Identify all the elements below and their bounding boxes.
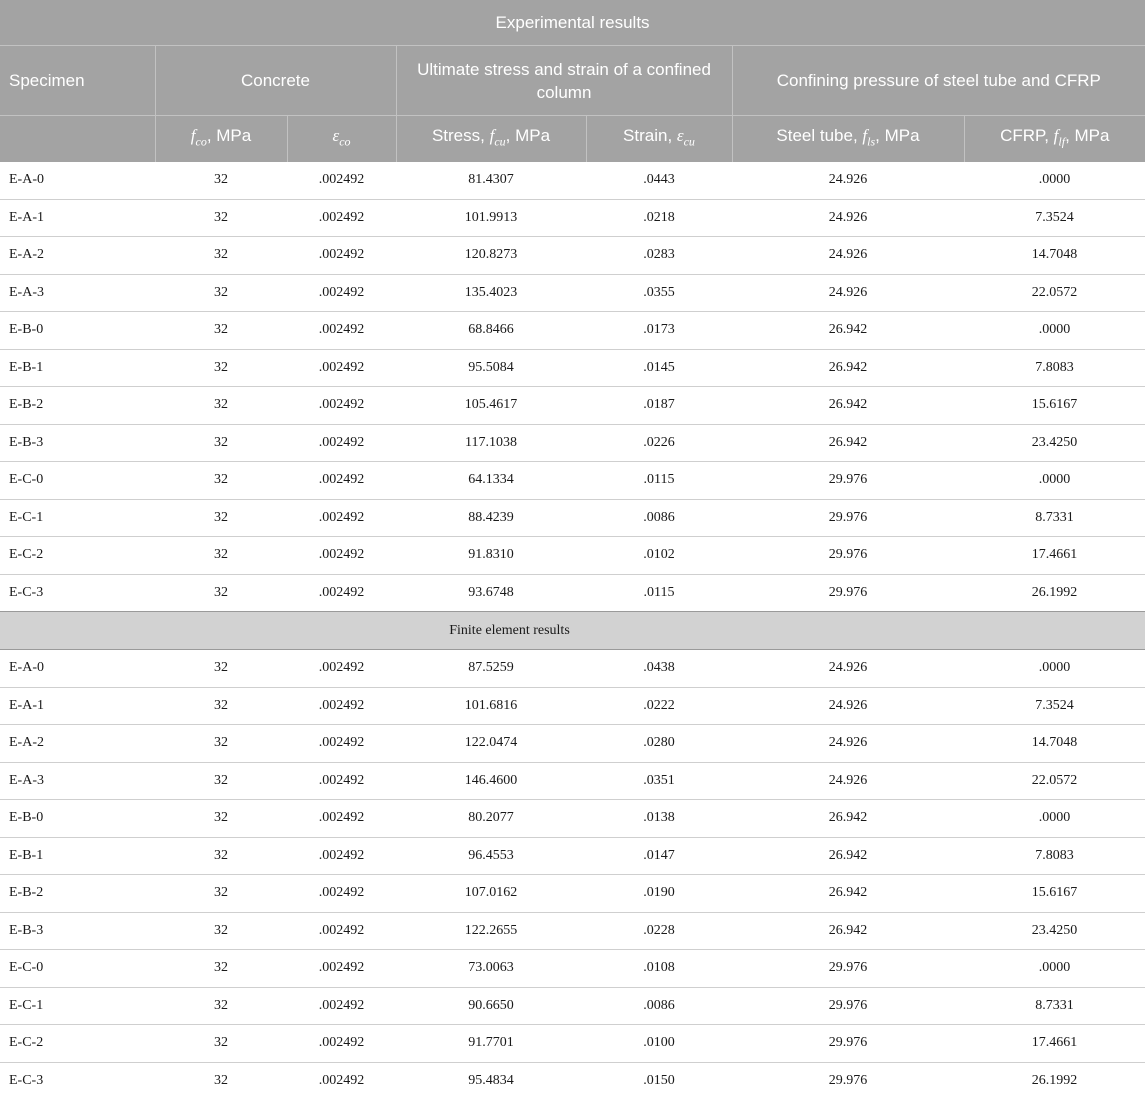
cfrp-cell: 26.1992 (964, 1062, 1145, 1099)
specimen-header: Specimen (0, 46, 155, 116)
table-row (0, 387, 1145, 425)
specimen-cell: E-C-2 (0, 537, 155, 575)
eco-cell: .002492 (287, 574, 396, 612)
fco-cell: 32 (155, 837, 287, 875)
strain-cell: .0228 (586, 912, 732, 950)
eco-cell: .002492 (287, 237, 396, 275)
eco-cell: .002492 (287, 687, 396, 725)
experimental-results-title: Experimental results (0, 0, 1145, 46)
specimen-cell: E-C-3 (0, 574, 155, 612)
steel-tube-cell: 29.976 (732, 574, 964, 612)
steel-tube-fls-header: Steel tube, $f_{ls}$, MPa (732, 116, 964, 163)
cfrp-cell: 7.8083 (964, 837, 1145, 875)
table-row (0, 912, 1145, 950)
fe-results-title: Finite element results (287, 612, 732, 650)
fco-cell: 32 (155, 762, 287, 800)
table-row (0, 349, 1145, 387)
cfrp-cell: 22.0572 (964, 274, 1145, 312)
cfrp-cell: .0000 (964, 312, 1145, 350)
table-header (0, 0, 1145, 162)
steel-tube-cell: 24.926 (732, 199, 964, 237)
strain-cell: .0173 (586, 312, 732, 350)
cfrp-cell: .0000 (964, 650, 1145, 688)
cfrp-cell: 7.3524 (964, 687, 1145, 725)
stress-cell: 96.4553 (396, 837, 586, 875)
stress-cell: 95.4834 (396, 1062, 586, 1099)
cfrp-flf-header: CFRP, $f_{lf}$, MPa (964, 116, 1145, 163)
stress-cell: 90.6650 (396, 987, 586, 1025)
steel-tube-cell: 29.976 (732, 1062, 964, 1099)
fco-cell: 32 (155, 1025, 287, 1063)
steel-tube-cell: 24.926 (732, 725, 964, 763)
eco-cell: .002492 (287, 837, 396, 875)
steel-tube-cell: 26.942 (732, 387, 964, 425)
strain-cell: .0086 (586, 499, 732, 537)
stress-cell: 80.2077 (396, 800, 586, 838)
fco-cell: 32 (155, 687, 287, 725)
eco-cell: .002492 (287, 537, 396, 575)
fco-cell: 32 (155, 462, 287, 500)
fco-cell: 32 (155, 875, 287, 913)
cfrp-cell: 8.7331 (964, 499, 1145, 537)
table-row (0, 875, 1145, 913)
specimen-cell: E-B-2 (0, 387, 155, 425)
steel-tube-cell: 24.926 (732, 650, 964, 688)
strain-cell: .0218 (586, 199, 732, 237)
fco-header: $f_{co}$, MPa (155, 116, 287, 163)
stress-fcu-header: Stress, $f_{cu}$, MPa (396, 116, 586, 163)
eco-cell: .002492 (287, 987, 396, 1025)
stress-cell: 135.4023 (396, 274, 586, 312)
table-body (0, 162, 1145, 1099)
fco-cell: 32 (155, 237, 287, 275)
table-row (0, 725, 1145, 763)
steel-tube-cell: 29.976 (732, 537, 964, 575)
stress-cell: 122.2655 (396, 912, 586, 950)
table-row (0, 987, 1145, 1025)
strain-cell: .0150 (586, 1062, 732, 1099)
table-row (0, 950, 1145, 988)
eco-cell: .002492 (287, 274, 396, 312)
cfrp-cell: 17.4661 (964, 1025, 1145, 1063)
table-row (0, 462, 1145, 500)
ultimate-stress-strain-header: Ultimate stress and strain of a confined column (396, 46, 732, 116)
eco-cell: .002492 (287, 950, 396, 988)
steel-tube-cell: 29.976 (732, 987, 964, 1025)
specimen-cell: E-C-0 (0, 950, 155, 988)
specimen-cell: E-C-1 (0, 499, 155, 537)
eco-cell: .002492 (318, 172, 365, 188)
cfrp-cell: 15.6167 (964, 875, 1145, 913)
eco-cell: .002492 (287, 499, 396, 537)
table-row (0, 274, 1145, 312)
cfrp-cell: 7.8083 (964, 349, 1145, 387)
eco-cell: .002492 (287, 725, 396, 763)
strain-ecu-header: Strain, $\varepsilon_{cu}$ (586, 116, 732, 163)
eco-cell: .002492 (287, 875, 396, 913)
stress-cell: 88.4239 (396, 499, 586, 537)
steel-tube-cell: 29.976 (732, 499, 964, 537)
fco-cell: 32 (155, 800, 287, 838)
steel-tube-cell: 24.926 (732, 762, 964, 800)
stress-cell: 87.5259 (396, 650, 586, 688)
cfrp-cell: .0000 (964, 462, 1145, 500)
steel-tube-cell: 24.926 (732, 237, 964, 275)
fco-cell: 32 (155, 950, 287, 988)
fco-cell: 32 (155, 987, 287, 1025)
specimen-cell: E-A-0 (9, 172, 44, 188)
specimen-cell: E-B-3 (0, 424, 155, 462)
specimen-cell: E-C-3 (0, 1062, 155, 1099)
specimen-cell: E-B-0 (0, 312, 155, 350)
specimen-cell: E-A-2 (0, 237, 155, 275)
steel-tube-cell: 29.976 (732, 950, 964, 988)
eco-cell: .002492 (287, 424, 396, 462)
specimen-cell: E-B-1 (0, 349, 155, 387)
fco-cell: 32 (155, 387, 287, 425)
eco-cell: .002492 (287, 387, 396, 425)
steel-tube-cell: 26.942 (732, 800, 964, 838)
stress-cell: 120.8273 (396, 237, 586, 275)
table-row (0, 650, 1145, 688)
cfrp-cell: 14.7048 (964, 237, 1145, 275)
fco-cell: 32 (155, 1062, 287, 1099)
strain-cell: .0145 (586, 349, 732, 387)
stress-cell: 107.0162 (396, 875, 586, 913)
strain-cell: .0187 (586, 387, 732, 425)
stress-cell: 91.7701 (396, 1025, 586, 1063)
steel-tube-cell: 24.926 (828, 172, 868, 188)
cfrp-cell: 8.7331 (964, 987, 1145, 1025)
table-row (0, 537, 1145, 575)
strain-cell: .0443 (643, 172, 675, 188)
table-row (0, 1062, 1145, 1099)
specimen-cell: E-A-3 (0, 274, 155, 312)
strain-cell: .0147 (586, 837, 732, 875)
steel-tube-cell: 24.926 (732, 274, 964, 312)
strain-cell: .0115 (586, 462, 732, 500)
steel-tube-cell: 26.942 (732, 349, 964, 387)
eco-cell: .002492 (287, 349, 396, 387)
strain-cell: .0115 (586, 574, 732, 612)
fco-cell: 32 (155, 349, 287, 387)
table-row (0, 162, 1145, 199)
specimen-cell: E-C-1 (0, 987, 155, 1025)
cfrp-cell: 7.3524 (964, 199, 1145, 237)
strain-cell: .0222 (586, 687, 732, 725)
strain-cell: .0102 (586, 537, 732, 575)
fco-cell: 32 (155, 650, 287, 688)
stress-cell: 101.6816 (396, 687, 586, 725)
cfrp-cell: 23.4250 (964, 424, 1145, 462)
fco-cell: 32 (155, 912, 287, 950)
cfrp-cell: 14.7048 (964, 725, 1145, 763)
table-row (0, 762, 1145, 800)
stress-cell: 117.1038 (396, 424, 586, 462)
stress-cell: 95.5084 (396, 349, 586, 387)
steel-tube-cell: 26.942 (732, 312, 964, 350)
cfrp-cell: 22.0572 (964, 762, 1145, 800)
specimen-cell: E-A-2 (0, 725, 155, 763)
steel-tube-cell: 26.942 (732, 875, 964, 913)
specimen-cell: E-A-3 (0, 762, 155, 800)
table-row (0, 499, 1145, 537)
steel-tube-cell: 29.976 (732, 462, 964, 500)
fco-cell: 32 (155, 312, 287, 350)
fco-cell: 32 (155, 199, 287, 237)
table-row (0, 574, 1145, 612)
eco-cell: .002492 (287, 1062, 396, 1099)
strain-cell: .0138 (586, 800, 732, 838)
cfrp-cell: .0000 (1038, 172, 1071, 188)
fco-cell: 32 (155, 725, 287, 763)
stress-cell: 91.8310 (396, 537, 586, 575)
stress-cell: 93.6748 (396, 574, 586, 612)
table-row (0, 837, 1145, 875)
cfrp-cell: .0000 (964, 950, 1145, 988)
table-row (0, 800, 1145, 838)
cfrp-cell: 23.4250 (964, 912, 1145, 950)
strain-cell: .0283 (586, 237, 732, 275)
strain-cell: .0438 (586, 650, 732, 688)
stress-cell: 122.0474 (396, 725, 586, 763)
eco-cell: .002492 (287, 199, 396, 237)
specimen-cell: E-A-1 (0, 199, 155, 237)
specimen-cell: E-B-0 (0, 800, 155, 838)
confining-pressure-header: Confining pressure of steel tube and CFRP (732, 46, 1145, 116)
eco-cell: .002492 (287, 650, 396, 688)
specimen-cell: E-B-3 (0, 912, 155, 950)
specimen-cell: E-C-0 (0, 462, 155, 500)
eco-cell: .002492 (287, 1025, 396, 1063)
eco-cell: .002492 (287, 762, 396, 800)
specimen-cell: E-C-2 (0, 1025, 155, 1063)
stress-cell: 105.4617 (396, 387, 586, 425)
eco-cell: .002492 (287, 912, 396, 950)
fe-section-spacer (732, 612, 1145, 650)
steel-tube-cell: 26.942 (732, 912, 964, 950)
specimen-cell: E-A-1 (0, 687, 155, 725)
specimen-cell: E-B-1 (0, 837, 155, 875)
steel-tube-cell: 26.942 (732, 837, 964, 875)
cfrp-cell: 15.6167 (964, 387, 1145, 425)
steel-tube-cell: 26.942 (732, 424, 964, 462)
table-row (0, 237, 1145, 275)
fco-cell: 32 (155, 274, 287, 312)
eco-header: $\varepsilon_{co}$ (287, 116, 396, 163)
table-row (0, 312, 1145, 350)
strain-cell: .0355 (586, 274, 732, 312)
strain-cell: .0190 (586, 875, 732, 913)
stress-cell: 73.0063 (396, 950, 586, 988)
steel-tube-cell: 24.926 (732, 687, 964, 725)
table-row (0, 424, 1145, 462)
stress-cell: 68.8466 (396, 312, 586, 350)
cfrp-cell: 26.1992 (964, 574, 1145, 612)
table-row (0, 199, 1145, 237)
strain-cell: .0086 (586, 987, 732, 1025)
table-row (0, 687, 1145, 725)
table-row (0, 1025, 1145, 1063)
fe-section-spacer (0, 612, 287, 650)
cfrp-cell: 17.4661 (964, 537, 1145, 575)
stress-cell: 146.4600 (396, 762, 586, 800)
stress-cell: 64.1334 (396, 462, 586, 500)
strain-cell: .0351 (586, 762, 732, 800)
specimen-cell: E-B-2 (0, 875, 155, 913)
specimen-cell: E-A-0 (0, 650, 155, 688)
fe-section-row (0, 612, 1145, 650)
fco-cell: 32 (155, 574, 287, 612)
eco-cell: .002492 (287, 462, 396, 500)
eco-cell: .002492 (287, 800, 396, 838)
fco-cell: 32 (214, 172, 228, 188)
steel-tube-cell: 29.976 (732, 1025, 964, 1063)
strain-cell: .0280 (586, 725, 732, 763)
specimen-subheader-empty (0, 116, 155, 163)
eco-cell: .002492 (287, 312, 396, 350)
fco-cell: 32 (155, 499, 287, 537)
cfrp-cell: .0000 (964, 800, 1145, 838)
strain-cell: .0100 (586, 1025, 732, 1063)
strain-cell: .0226 (586, 424, 732, 462)
stress-cell: 81.4307 (468, 172, 514, 188)
concrete-header: Concrete (155, 46, 396, 116)
stress-cell: 101.9913 (396, 199, 586, 237)
fco-cell: 32 (155, 424, 287, 462)
strain-cell: .0108 (586, 950, 732, 988)
fco-cell: 32 (155, 537, 287, 575)
